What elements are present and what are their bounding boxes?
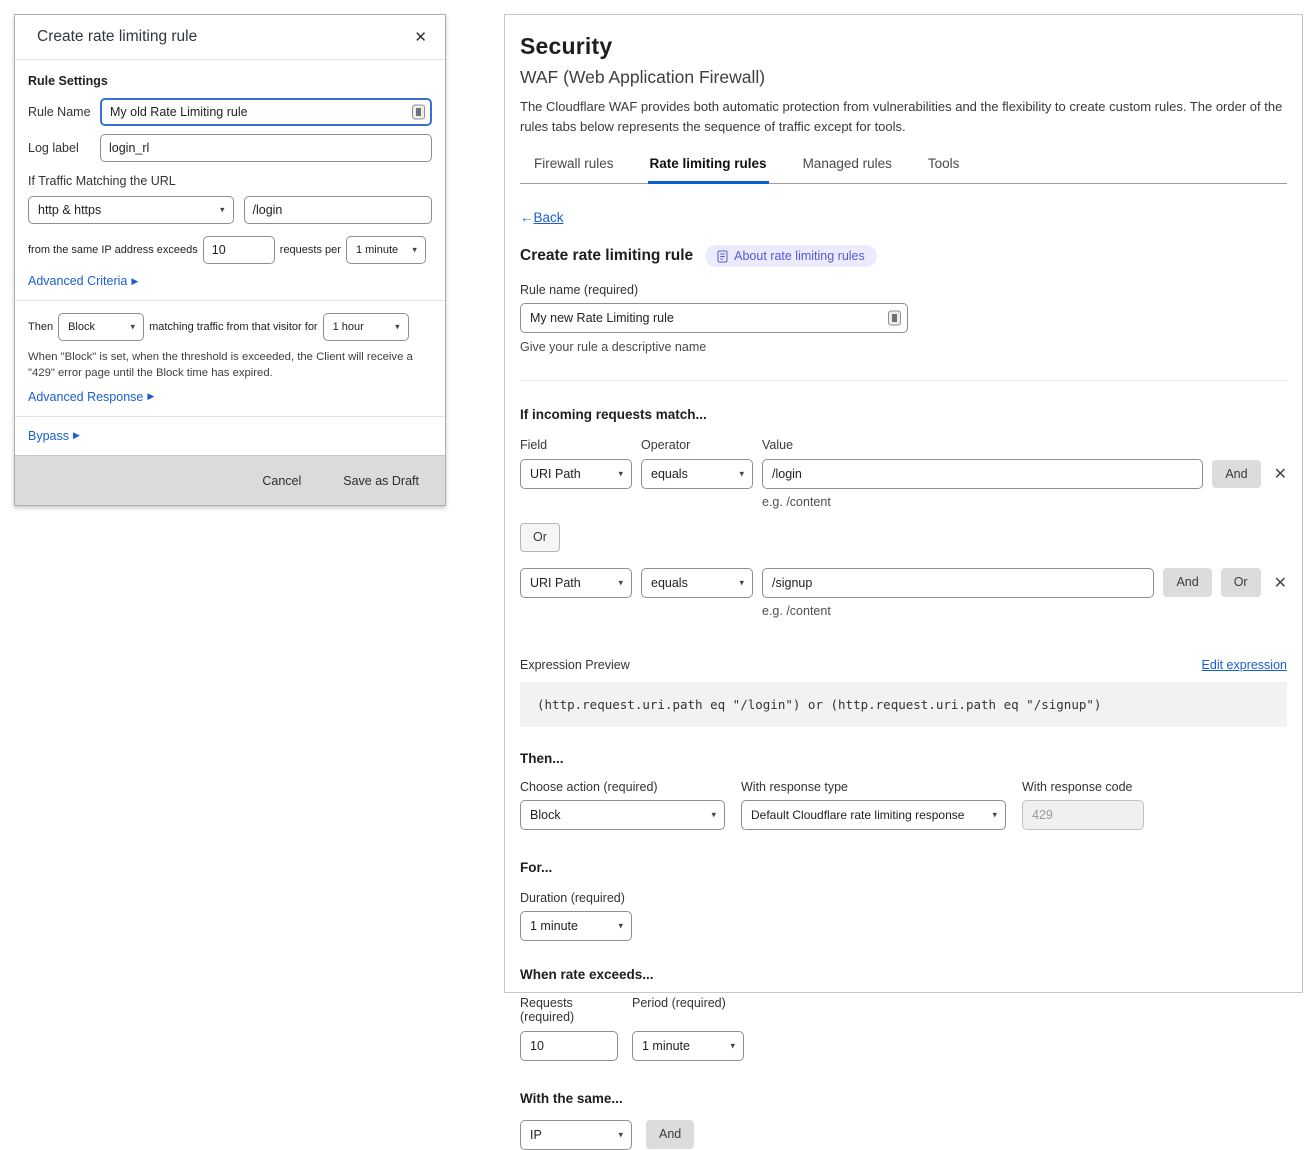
requests-label: Requests (required) — [520, 995, 575, 1024]
back-label: Back — [533, 210, 564, 225]
about-rate-limiting-badge[interactable] — [705, 245, 877, 267]
advanced-criteria-link[interactable] — [28, 274, 138, 288]
tab-label: Tools — [927, 156, 960, 171]
chevron-down-icon: ▾ — [618, 577, 623, 587]
operator-column-label: Operator — [641, 438, 691, 452]
log-label-label: Log label — [28, 141, 79, 155]
about-badge-label: About rate limiting rules — [734, 249, 865, 263]
threshold-row — [28, 236, 432, 264]
same-and-button[interactable]: And — [646, 1120, 694, 1149]
rule-name-input[interactable] — [520, 303, 908, 333]
save-as-draft-button[interactable]: Save as Draft — [343, 473, 419, 488]
form-title-row — [520, 245, 1287, 267]
rule-settings-heading: Rule Settings — [28, 74, 108, 88]
chevron-down-icon: ▾ — [618, 1129, 623, 1139]
caret-right-icon: ▶ — [147, 391, 155, 402]
advanced-response-label: Advanced Response — [28, 389, 144, 404]
response-code-label: With response code — [1022, 779, 1133, 794]
for-heading: For... — [520, 859, 553, 875]
operator-select[interactable] — [641, 568, 753, 598]
exceeds-suffix-text: requests per — [279, 244, 341, 256]
value-column-label: Value — [762, 438, 794, 452]
duration-value: 1 minute — [530, 918, 578, 933]
chevron-down-icon: ▾ — [992, 809, 997, 819]
or-button[interactable]: Or — [1221, 568, 1261, 597]
legacy-rate-limiting-dialog — [14, 14, 446, 506]
dialog-header — [15, 15, 445, 60]
rule-name-label: Rule name (required) — [520, 283, 639, 297]
match-row — [520, 459, 1287, 489]
expression-code: (http.request.uri.path eq "/login") or (http.request.uri.path eq "/signup") — [520, 682, 1287, 727]
operator-select[interactable] — [641, 459, 753, 489]
form-title: Create rate limiting rule — [520, 247, 694, 264]
chevron-down-icon: ▾ — [130, 321, 136, 332]
url-value: /login — [252, 203, 283, 217]
duration-select[interactable] — [520, 911, 632, 941]
field-column-label: Field — [520, 438, 548, 452]
with-same-heading: With the same... — [520, 1090, 623, 1106]
operator-value: equals — [651, 467, 688, 481]
block-duration-select[interactable] — [323, 313, 409, 341]
period-label: Period (required) — [632, 995, 726, 1010]
close-icon[interactable]: ✕ — [414, 29, 427, 46]
match-row — [520, 568, 1287, 598]
security-waf-panel — [504, 14, 1303, 1142]
response-type-select[interactable] — [741, 800, 1006, 830]
rule-name-row — [28, 98, 432, 126]
page-description: The Cloudflare WAF provides both automatic protection from vulnerabilities and the flexibility to create custom rules. The order of the rules tabs below represents the sequence of traffic except for tools. — [520, 99, 1283, 134]
expression-preview-label: Expression Preview — [520, 657, 630, 672]
tab-rate-limiting-rules[interactable] — [648, 152, 769, 184]
chevron-down-icon: ▾ — [739, 468, 744, 479]
remove-row-icon[interactable]: ✕ — [1273, 574, 1287, 592]
requests-value: 10 — [211, 243, 226, 257]
response-code-input — [1022, 800, 1144, 830]
chevron-down-icon: ▾ — [618, 920, 623, 930]
field-value: URI Path — [530, 575, 581, 590]
bypass-label: Bypass — [28, 428, 69, 443]
value-input[interactable] — [762, 568, 1154, 598]
response-type-label: With response type — [741, 779, 848, 794]
action-select[interactable] — [58, 313, 144, 341]
log-label-value: login_rl — [109, 141, 150, 155]
back-link[interactable] — [520, 210, 564, 225]
tab-firewall-rules[interactable] — [532, 152, 616, 184]
log-label-input[interactable] — [100, 134, 432, 162]
autofill-icon[interactable] — [888, 311, 901, 326]
rate-period-value: 1 minute — [642, 1038, 690, 1053]
tab-label: Firewall rules — [534, 156, 614, 171]
page-title: Security — [520, 33, 613, 59]
and-button[interactable]: And — [1212, 460, 1260, 489]
action-value: Block — [530, 807, 561, 822]
tab-label: Rate limiting rules — [649, 156, 767, 171]
exceeds-prefix-text: from the same IP address exceeds — [28, 244, 198, 256]
advanced-response-link[interactable] — [28, 390, 154, 404]
rate-controls — [520, 1031, 1287, 1061]
dialog-title: Create rate limiting rule — [37, 28, 198, 45]
response-type-value: Default Cloudflare rate limiting response — [751, 807, 965, 822]
url-input[interactable] — [244, 196, 433, 224]
rule-name-help: Give your rule a descriptive name — [520, 340, 707, 354]
then-heading: Then... — [520, 750, 564, 766]
then-prefix-text: Then — [28, 321, 54, 333]
rule-name-input[interactable] — [100, 98, 432, 126]
requests-input[interactable] — [203, 236, 275, 264]
expression-header — [520, 658, 1287, 672]
choose-action-label: Choose action (required) — [520, 779, 658, 794]
scheme-select[interactable] — [28, 196, 234, 224]
characteristic-select[interactable] — [520, 1120, 632, 1150]
period-select[interactable] — [346, 236, 426, 264]
log-label-row — [28, 134, 432, 162]
duration-label: Duration (required) — [520, 890, 625, 905]
edit-expression-link[interactable]: Edit expression — [1201, 657, 1287, 672]
rate-exceeds-heading: When rate exceeds... — [520, 966, 654, 982]
match-column-labels — [520, 438, 1287, 452]
rate-labels — [520, 996, 1287, 1024]
chevron-down-icon: ▾ — [739, 577, 744, 587]
divider — [15, 416, 445, 417]
then-controls — [520, 766, 1287, 830]
rule-name-input-wrap — [100, 98, 432, 126]
incoming-match-heading: If incoming requests match... — [520, 407, 707, 422]
requests-input[interactable] — [520, 1031, 618, 1061]
chevron-down-icon: ▾ — [711, 809, 716, 819]
field-value: URI Path — [530, 467, 581, 481]
advanced-criteria-label: Advanced Criteria — [28, 274, 128, 288]
document-icon — [717, 250, 728, 263]
period-value: 1 minute — [355, 244, 399, 256]
tab-tools[interactable] — [926, 152, 962, 184]
page-subtitle: WAF (Web Application Firewall) — [520, 67, 766, 87]
tab-label: Managed rules — [802, 156, 892, 171]
or-connector-row — [520, 523, 1287, 552]
chevron-down-icon: ▾ — [395, 321, 400, 332]
rule-name-input-wrap — [520, 303, 908, 333]
choose-action-select[interactable] — [520, 800, 725, 830]
same-controls — [520, 1120, 1287, 1150]
divider — [520, 380, 1287, 381]
chevron-down-icon: ▾ — [618, 468, 623, 479]
traffic-match-heading: If Traffic Matching the URL — [28, 174, 176, 188]
bypass-link[interactable] — [28, 429, 80, 443]
rule-name-label: Rule Name — [28, 105, 91, 119]
dialog-body — [15, 60, 445, 443]
then-row — [28, 313, 432, 341]
or-connector-button[interactable]: Or — [520, 523, 560, 552]
value-hint: e.g. /content — [762, 603, 831, 618]
back-arrow-icon: ← — [520, 210, 534, 225]
chevron-down-icon: ▾ — [219, 204, 225, 215]
scheme-value: http & https — [38, 203, 102, 217]
field-select[interactable] — [520, 459, 632, 489]
chevron-down-icon: ▾ — [730, 1040, 735, 1050]
operator-value: equals — [651, 575, 688, 590]
scheme-url-row — [28, 196, 432, 224]
rate-period-select[interactable] — [632, 1031, 744, 1061]
caret-right-icon: ▶ — [131, 275, 139, 286]
rule-name-value: My old Rate Limiting rule — [110, 105, 248, 119]
action-value: Block — [68, 321, 95, 333]
characteristic-value: IP — [530, 1127, 542, 1142]
block-duration-value: 1 hour — [332, 321, 364, 333]
waf-tabs — [520, 152, 1287, 184]
chevron-down-icon: ▾ — [412, 244, 417, 255]
dialog-footer — [15, 455, 445, 505]
value-hint: e.g. /content — [762, 495, 831, 509]
caret-right-icon: ▶ — [73, 430, 80, 441]
field-select[interactable] — [520, 568, 632, 598]
tab-managed-rules[interactable] — [801, 152, 894, 184]
autofill-icon[interactable] — [412, 105, 425, 120]
value-input[interactable] — [762, 459, 1203, 489]
and-button[interactable]: And — [1163, 568, 1211, 597]
remove-row-icon[interactable]: ✕ — [1273, 466, 1287, 483]
then-middle-text: matching traffic from that visitor for — [149, 321, 318, 333]
divider — [15, 300, 445, 301]
cancel-button[interactable]: Cancel — [262, 473, 302, 488]
block-note-text: When "Block" is set, when the threshold is exceeded, the Client will receive a "429" error page until the Block time has expired. — [28, 351, 413, 380]
